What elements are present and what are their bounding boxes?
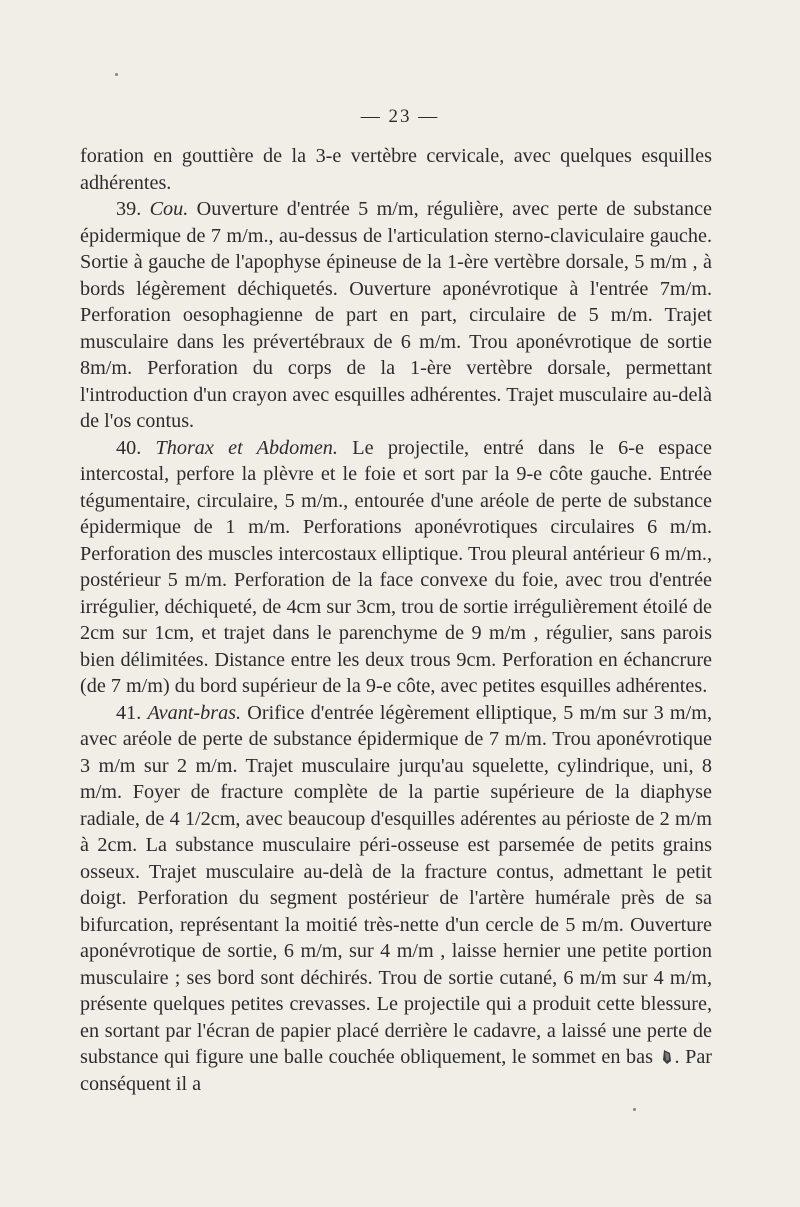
- bullet-silhouette-icon: [661, 1049, 673, 1065]
- paragraph-40: [80, 435, 712, 700]
- paragraph-41: [80, 700, 712, 1098]
- paragraph-text: Orifice d'entrée légèrement elliptique, 5 m/m sur 3 m/m, avec aréole de perte de substance épidermique de 7 m/m. Trou aponévrotique 3 m/m sur 2 m/m. Trajet musculaire jurqu'au squelette, cylindrique, uni, 8 m/m. Foyer de fracture complète de la partie supérieure de la diaphyse radiale, de 4 1/2cm, avec beaucoup d'esquilles adérentes au périoste de 2 m/m à 2cm. La substance musculaire péri-osseuse est parsemée de petits grains osseux. Trajet musculaire au-delà de la fracture contus, admettant le petit doigt. Perforation du segment postérieur de l'artère humérale près de sa bifurcation, représentant la moitié très-nette d'un cercle de 5 m/m. Ouverture aponévrotique de sortie, 6 m/m, sur 4 m/m , laisse hernier une petite portion musculaire ; ses bord sont déchirés. Trou de sortie cutané, 6 m/m sur 4 m/m, présente quelques petites crevasses. Le projectile qui a produit cette blessure, en sortant par l'écran de papier placé derrière le cadavre, a laissé une perte de substance qui figure une balle couchée obliquement, le sommet en bas: [80, 701, 712, 1068]
- paragraph-number: 40.: [116, 436, 142, 459]
- page-number: — 23 —: [360, 106, 440, 127]
- paragraph-title: Avant-bras.: [147, 701, 242, 724]
- paragraph-number: 39.: [116, 198, 142, 220]
- paper-speck: [633, 1108, 636, 1111]
- paragraph-number: 41.: [116, 701, 142, 724]
- body-text: [80, 143, 712, 1097]
- paragraph-39: [80, 196, 712, 435]
- paragraph-text: Le projectile, entré dans le 6-e espace intercostal, perfore la plèvre et le foie et sort par la 9-e côte gauche. Entrée tégumentaire, circulaire, 5 m/m., entourée d'une aréole de perte de substance épidermique de 1 m/m. Perforations aponévrotiques circulaires 6 m/m. Perforation des muscles intercostaux elliptique. Trou pleural antérieur 6 m/m., postérieur 5 m/m. Perforation de la face convexe du foie, avec trou d'entrée irrégulier, déchiqueté, de 4cm sur 3cm, trou de sortie irrégulièrement étoilé de 2cm sur 1cm, et trajet dans le parenchyme de 9 m/m , régulier, sans parois bien délimitées. Distance entre les deux trous 9cm. Perforation en échancrure (de 7 m/m) du bord supérieur de la 9-e côte, avec petites esquilles adhérentes.: [80, 436, 713, 697]
- paragraph-text-end: . Par conséquent il a: [80, 1046, 713, 1095]
- paper-speck: [115, 73, 118, 76]
- paragraph-title: Cou.: [149, 198, 189, 220]
- paragraph-text: foration en gouttière de la 3-e vertèbre cervicale, avec quelques esquilles adhérentes.: [80, 145, 712, 194]
- paragraph-text: Ouverture d'entrée 5 m/m, régulière, avec perte de substance épidermique de 7 m/m., au-dessus de l'articulation sterno-claviculaire gauche. Sortie à gauche de l'apophyse épineuse de la 1-ère vertèbre dorsale, 5 m/m , à bords légèrement déchiquetés. Ouverture aponévrotique à l'entrée 7m/m. Perforation oesophagienne de part en part, circulaire de 5 m/m. Trajet musculaire dans les prévertébraux de 6 m/m. Trou aponévrotique de sortie 8m/m. Perforation du corps de la 1-ère vertèbre dorsale, permettant l'introduction d'un crayon avec esquilles adhérentes. Trajet musculaire au-delà de l'os contus.: [80, 198, 712, 432]
- paragraph-title: Thorax et Abdomen.: [155, 436, 338, 459]
- paragraph-continued: [80, 143, 712, 196]
